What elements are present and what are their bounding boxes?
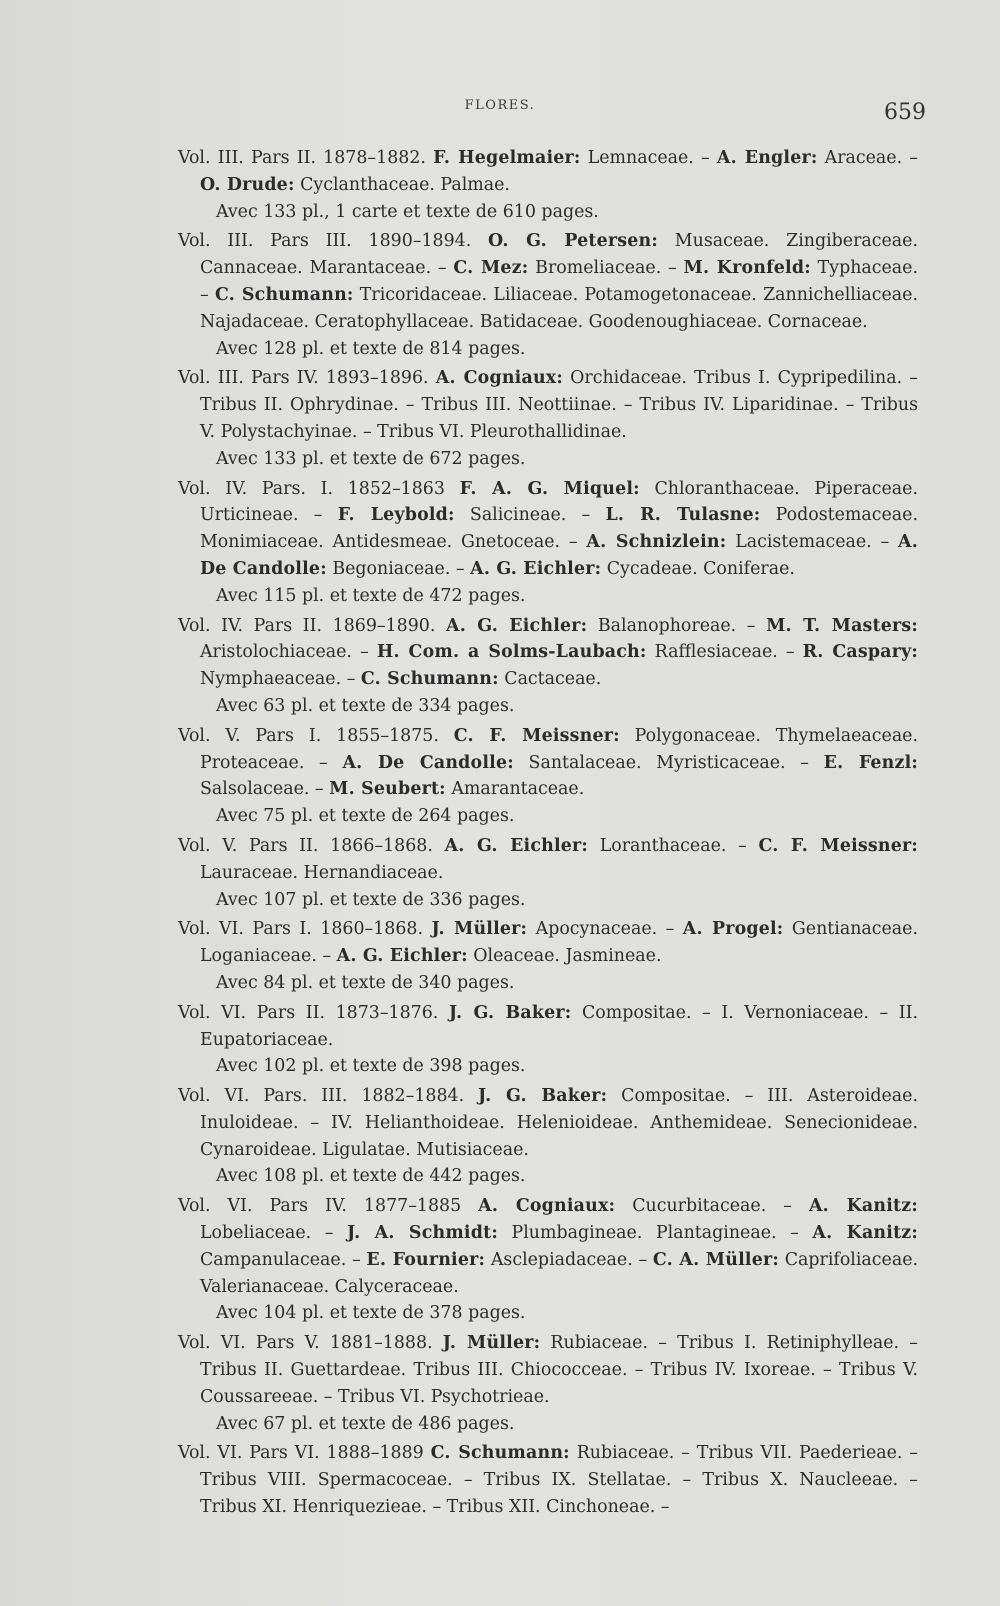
catalogue-entry [178,833,918,913]
entry-text: Vol. III. Pars IV. 1893–1896. A. Cogniaux: Orchidaceae. Tribus I. Cypripedilina. – Tribus II. Ophrydinae. – Tribus III. Neottiinae. – Tribus IV. Liparidinae. – Tribus V. Polystachyinae. – Tribus VI. Pleurothallidinae. [178,368,918,442]
catalogue-list [178,145,918,1524]
entry-text: Vol. V. Pars II. 1866–1868. A. G. Eichler: Loranthaceae. – C. F. Meissner: Lauraceae. Hernandiaceae. [178,835,918,883]
catalogue-entry [178,476,918,610]
entry-text: Vol. VI. Pars II. 1873–1876. J. G. Baker: Compositae. – I. Vernoniaceae. – II. Eupatoriaceae. [178,1002,918,1050]
entry-text: Vol. IV. Pars. I. 1852–1863 F. A. G. Miquel: Chloranthaceae. Piperaceae. Urticineae. – F. Leybold: Salicineae. – L. R. Tulasne: Podostemaceae. Monimiaceae. Antidesmeae. Gnetoceae. – A. Schnizlein: Lacistemaceae. – A. De Candolle: Begoniaceae. – A. G. Eichler: Cycadeae. Coniferae. [178,478,918,579]
entry-plates: Avec 63 pl. et texte de 334 pages. [216,695,515,716]
entry-text: Vol. VI. Pars VI. 1888–1889 C. Schumann: Rubiaceae. – Tribus VII. Paederieae. – Tribus VIII. Spermacoceae. – Tribus IX. Stellatae. – Tribus X. Naucleeae. – Tribus XI. Henriquezieae. – Tribus XII. Cinchoneae. – [178,1443,918,1518]
entry-text: Vol. VI. Pars IV. 1877–1885 A. Cogniaux: Cucurbitaceae. – A. Kanitz: Lobeliaceae. – J. A. Schmidt: Plumbagineae. Plantagineae. – A. Kanitz: Campanulaceae. – E. Fournier: Asclepiadaceae. – C. A. Müller: Caprifoliaceae. Valerianaceae. Calyceraceae. [178,1196,919,1297]
catalogue-entry [178,145,918,225]
catalogue-entry [178,365,918,472]
entry-text: Vol. VI. Pars V. 1881–1888. J. Müller: Rubiaceae. – Tribus I. Retiniphylleae. – Tribus II. Guettardeae. Tribus III. Chiococceae. – Tribus IV. Ixoreae. – Tribus V. Coussareeae. – Tribus VI. Psychotrieae. [178,1333,918,1407]
entry-text: Vol. VI. Pars I. 1860–1868. J. Müller: Apocynaceae. – A. Progel: Gentianaceae. Loganiaceae. – A. G. Eichler: Oleaceae. Jasmineae. [178,919,918,967]
entry-text: Vol. III. Pars III. 1890–1894. O. G. Petersen: Musaceae. Zingiberaceae. Cannaceae. Marantaceae. – C. Mez: Bromeliaceae. – M. Kronfeld: Typhaceae. – C. Schumann: Tricoridaceae. Liliaceae. Potamogetonaceae. Zannichelliaceae. Najadaceae. Ceratophyllaceae. Batidaceae. Goodenoughiaceae. Cornaceae. [178,231,918,332]
entry-plates: Avec 75 pl. et texte de 264 pages. [216,806,515,827]
entry-text: Vol. V. Pars I. 1855–1875. C. F. Meissner: Polygonaceae. Thymelaeaceae. Proteaceae. – A. De Candolle: Santalaceae. Myristicaceae. – E. Fenzl: Salsolaceae. – M. Seubert: Amarantaceae. [178,725,919,800]
page-number: 659 [884,100,926,125]
entry-plates: Avec 133 pl., 1 carte et texte de 610 pages. [216,201,599,222]
entry-plates: Avec 67 pl. et texte de 486 pages. [216,1413,515,1434]
entry-plates: Avec 107 pl. et texte de 336 pages. [216,889,526,910]
entry-text: Vol. VI. Pars. III. 1882–1884. J. G. Baker: Compositae. – III. Asteroideae. Inuloideae. – IV. Helianthoideae. Helenioideae. Anthemideae. Senecionideae. Cynaroideae. Ligulatae. Mutisiaceae. [178,1086,918,1160]
entry-plates: Avec 128 pl. et texte de 814 pages. [216,338,526,359]
entry-plates: Avec 84 pl. et texte de 340 pages. [216,972,515,993]
entry-plates: Avec 115 pl. et texte de 472 pages. [216,585,526,606]
catalogue-entry [178,228,918,362]
catalogue-entry [178,1440,918,1520]
catalogue-entry [178,1193,918,1327]
catalogue-entry [178,1083,918,1190]
catalogue-entry [178,1000,918,1080]
entry-plates: Avec 133 pl. et texte de 672 pages. [216,448,526,469]
running-header: FLORES. [464,98,536,113]
catalogue-entry [178,916,918,996]
entry-plates: Avec 104 pl. et texte de 378 pages. [216,1303,526,1324]
catalogue-entry [178,1330,918,1437]
entry-plates: Avec 102 pl. et texte de 398 pages. [216,1056,526,1077]
entry-text: Vol. III. Pars II. 1878–1882. F. Hegelmaier: Lemnaceae. – A. Engler: Araceae. – O. Drude: Cyclanthaceae. Palmae. [178,148,918,195]
catalogue-entry [178,613,918,720]
entry-text: Vol. IV. Pars II. 1869–1890. A. G. Eichler: Balanophoreae. – M. T. Masters: Aristolochiaceae. – H. Com. a Solms-Laubach: Rafflesiaceae. – R. Caspary: Nymphaeaceae. – C. Schumann: Cactaceae. [178,615,919,690]
entry-plates: Avec 108 pl. et texte de 442 pages. [216,1166,526,1187]
catalogue-entry [178,723,918,830]
